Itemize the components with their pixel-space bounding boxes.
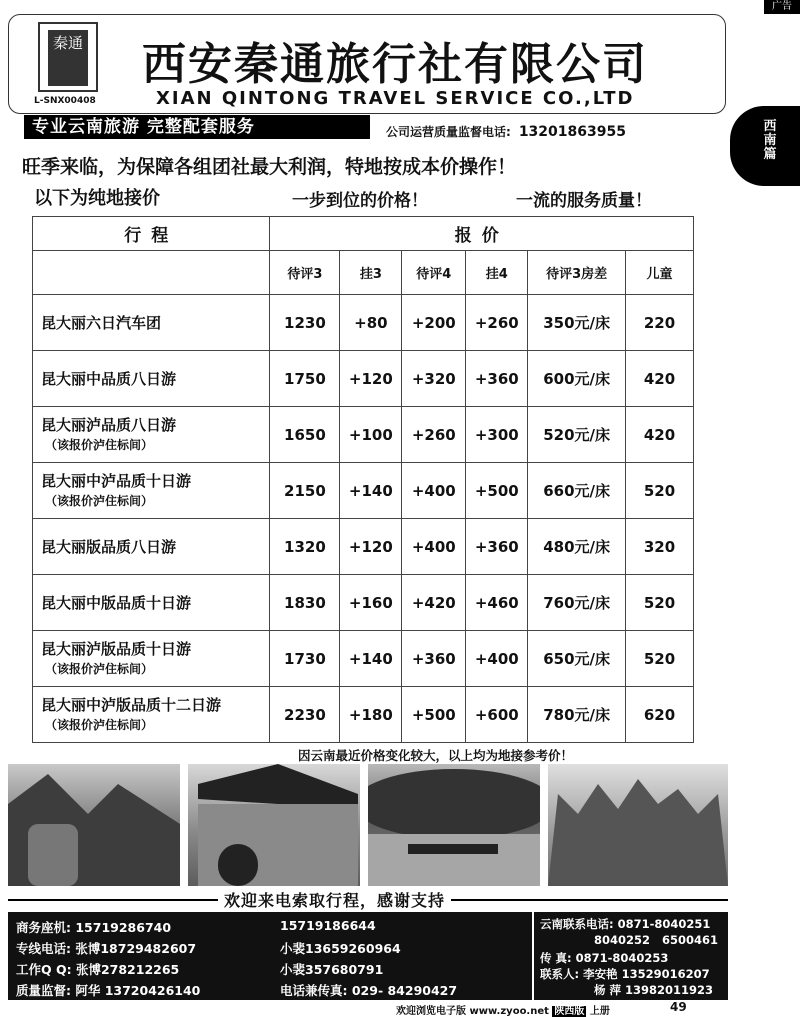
price-cell: +400 xyxy=(402,519,466,575)
price-cell: 420 xyxy=(626,351,694,407)
price-cell: 2150 xyxy=(270,463,340,519)
contact-extra: 电话兼传真: 029- 84290427 xyxy=(280,983,458,998)
contact-row xyxy=(540,966,710,982)
column-header: 待评3 xyxy=(270,251,340,295)
page-number: 49 xyxy=(670,1000,687,1014)
contact-value: 阿华 13720426140 xyxy=(75,983,201,998)
price-cell: +120 xyxy=(340,519,402,575)
route-name: 昆大丽六日汽车团 xyxy=(41,313,162,332)
tagline-1: 以下为纯地接价 xyxy=(34,188,160,209)
price-cell: +360 xyxy=(402,631,466,687)
contact-label: 联系人: xyxy=(540,967,580,981)
price-cell: +160 xyxy=(340,575,402,631)
price-cell: +420 xyxy=(402,575,466,631)
column-header: 挂3 xyxy=(340,251,402,295)
logo-seal-icon: 秦通 xyxy=(48,30,88,86)
license-code: L-SNX00408 xyxy=(34,96,96,106)
footer-title: 欢迎来电索取行程，感谢支持 xyxy=(218,888,451,911)
route-cell xyxy=(33,351,270,407)
contact-row xyxy=(540,950,668,966)
route-cell xyxy=(33,519,270,575)
contact-value: 13529016207 xyxy=(621,967,710,981)
price-cell: +300 xyxy=(466,407,528,463)
price-cell: +80 xyxy=(340,295,402,351)
column-header: 儿童 xyxy=(626,251,694,295)
price-cell: +140 xyxy=(340,631,402,687)
scenic-photo-gorge xyxy=(8,764,180,886)
contact-label: 专线电话: xyxy=(16,941,71,956)
price-cell: 760元/床 xyxy=(528,575,626,631)
footer-site-text: 欢迎浏览电子版 www.zyoo.net xyxy=(396,1006,549,1017)
price-cell: +400 xyxy=(402,463,466,519)
route-name: 昆大丽版品质八日游 xyxy=(41,537,177,556)
route-cell xyxy=(33,295,270,351)
price-cell: +500 xyxy=(466,463,528,519)
price-cell: 1320 xyxy=(270,519,340,575)
company-name-cn: 西安秦通旅行社有限公司 xyxy=(142,39,648,90)
yunnan-contacts xyxy=(532,912,728,1000)
price-cell: +260 xyxy=(466,295,528,351)
route-name: 昆大丽中版品质十日游 xyxy=(41,593,192,612)
price-cell: +100 xyxy=(340,407,402,463)
disclaimer: 因云南最近价格变化较大，以上均为地接参考价！ xyxy=(298,748,574,763)
route-name: 昆大丽中泸品质十日游 xyxy=(41,471,192,490)
route-note: （该报价泸住标间） xyxy=(45,661,154,676)
price-cell: 2230 xyxy=(270,687,340,743)
price-cell: 520 xyxy=(626,463,694,519)
table-row xyxy=(33,407,694,463)
contact-label: 质量监督: xyxy=(16,983,71,998)
contact-panel xyxy=(8,912,728,1000)
price-table xyxy=(32,216,694,743)
price-cell: 220 xyxy=(626,295,694,351)
table-row xyxy=(33,351,694,407)
contact-extra: 15719186644 xyxy=(280,918,376,933)
route-cell xyxy=(33,463,270,519)
contact-value: 0871-8040253 xyxy=(575,951,669,965)
price-cell: 620 xyxy=(626,687,694,743)
price-cell: 480元/床 xyxy=(528,519,626,575)
side-tab-char: 西 xyxy=(763,119,777,134)
quality-hotline xyxy=(386,123,626,140)
price-cell: +320 xyxy=(402,351,466,407)
price-cell: 320 xyxy=(626,519,694,575)
price-header: 报价 xyxy=(270,217,694,251)
volume-label: 上册 xyxy=(589,1006,610,1017)
price-cell: 780元/床 xyxy=(528,687,626,743)
price-cell: 600元/床 xyxy=(528,351,626,407)
route-header: 行程 xyxy=(33,217,270,251)
price-cell: +120 xyxy=(340,351,402,407)
table-row xyxy=(33,631,694,687)
contact-value: 6500461 xyxy=(662,933,719,947)
price-cell: +400 xyxy=(466,631,528,687)
price-cell: +500 xyxy=(402,687,466,743)
column-header: 待评4 xyxy=(402,251,466,295)
table-row xyxy=(33,463,694,519)
scenic-photo-gate xyxy=(188,764,360,886)
table-row xyxy=(33,687,694,743)
hotline-number: 13201863955 xyxy=(518,124,626,140)
contact-row xyxy=(540,916,710,932)
route-name: 昆大丽中品质八日游 xyxy=(41,369,177,388)
route-name: 昆大丽泸品质八日游 xyxy=(41,415,177,434)
photo-strip xyxy=(8,764,728,886)
page-footer xyxy=(396,1002,610,1017)
contact-label: 云南联系电话: xyxy=(540,917,614,931)
stone-forest-icon xyxy=(548,764,728,886)
contact-value: 8040252 xyxy=(594,933,651,947)
price-cell: +600 xyxy=(466,687,528,743)
contact-row xyxy=(594,933,718,947)
contact-row xyxy=(16,939,196,957)
price-cell: 1830 xyxy=(270,575,340,631)
slogan-bar: 专业云南旅游 完整配套服务 xyxy=(24,115,370,139)
hotline-label: 公司运营质量监督电话: xyxy=(386,125,511,139)
contact-value: 13982011923 xyxy=(625,983,714,997)
column-header: 待评3房差 xyxy=(528,251,626,295)
contact-row xyxy=(16,960,179,978)
price-cell: +460 xyxy=(466,575,528,631)
table-row xyxy=(33,575,694,631)
contact-value: 张博278212265 xyxy=(75,962,180,977)
price-cell: +260 xyxy=(402,407,466,463)
route-note: （该报价泸住标间） xyxy=(45,493,154,508)
price-cell: +200 xyxy=(402,295,466,351)
price-cell: 520 xyxy=(626,575,694,631)
contact-label: 传 真: xyxy=(540,951,572,965)
contact-row xyxy=(594,982,713,998)
price-cell: 1650 xyxy=(270,407,340,463)
scenic-photo-raft xyxy=(368,764,540,886)
blank-cell xyxy=(33,251,270,295)
route-note: （该报价泸住标间） xyxy=(45,717,154,732)
contact-row xyxy=(16,918,171,936)
price-cell: +360 xyxy=(466,519,528,575)
tagline-2: 一步到位的价格！ xyxy=(292,191,428,211)
price-cell: 650元/床 xyxy=(528,631,626,687)
contact-extra: 小裴357680791 xyxy=(280,962,384,977)
price-cell: 1730 xyxy=(270,631,340,687)
price-cell: 520 xyxy=(626,631,694,687)
route-cell xyxy=(33,407,270,463)
table-row xyxy=(33,295,694,351)
route-name: 昆大丽中泸版品质十二日游 xyxy=(41,695,222,714)
footer-title-bar xyxy=(8,888,728,910)
contact-value: 15719286740 xyxy=(75,920,172,935)
raft-icon xyxy=(368,764,540,886)
route-name: 昆大丽泸版品质十日游 xyxy=(41,639,192,658)
edition-badge: 陕西版 xyxy=(554,1006,585,1017)
contact-label: 工作Q Q: xyxy=(16,962,72,977)
contact-value: 李安艳 xyxy=(583,967,618,981)
tagline-3: 一流的服务质量！ xyxy=(516,191,652,211)
contact-label: 商务座机: xyxy=(16,920,71,935)
table-row xyxy=(33,519,694,575)
price-cell: 660元/床 xyxy=(528,463,626,519)
column-header-row xyxy=(33,251,694,295)
route-cell xyxy=(33,575,270,631)
ad-tag: 广告 xyxy=(764,0,800,14)
price-cell: +360 xyxy=(466,351,528,407)
mountain-icon xyxy=(8,764,180,886)
contact-value: 张博18729482607 xyxy=(75,941,197,956)
contact-value: 杨 萍 xyxy=(594,983,622,997)
price-cell: +180 xyxy=(340,687,402,743)
price-cell: 420 xyxy=(626,407,694,463)
side-tab-char: 篇 xyxy=(763,147,777,162)
price-cell: 520元/床 xyxy=(528,407,626,463)
price-cell: +140 xyxy=(340,463,402,519)
route-cell xyxy=(33,631,270,687)
contact-row xyxy=(16,981,200,999)
price-cell: 1750 xyxy=(270,351,340,407)
price-cell: 1230 xyxy=(270,295,340,351)
scenic-photo-stone-forest xyxy=(548,764,728,886)
promo-text: 旺季来临，为保障各组团社最大利润，特地按成本价操作！ xyxy=(22,156,517,178)
contact-value: 0871-8040251 xyxy=(617,917,711,931)
route-note: （该报价泸住标间） xyxy=(45,437,154,452)
column-header: 挂4 xyxy=(466,251,528,295)
company-logo xyxy=(38,22,98,92)
gate-icon xyxy=(188,764,360,886)
company-name-en: XIAN QINTONG TRAVEL SERVICE CO.,LTD xyxy=(156,88,635,109)
route-cell xyxy=(33,687,270,743)
region-side-tab xyxy=(730,106,800,186)
price-cell: 350元/床 xyxy=(528,295,626,351)
side-tab-char: 南 xyxy=(763,133,777,148)
contact-extra: 小裴13659260964 xyxy=(280,941,401,956)
